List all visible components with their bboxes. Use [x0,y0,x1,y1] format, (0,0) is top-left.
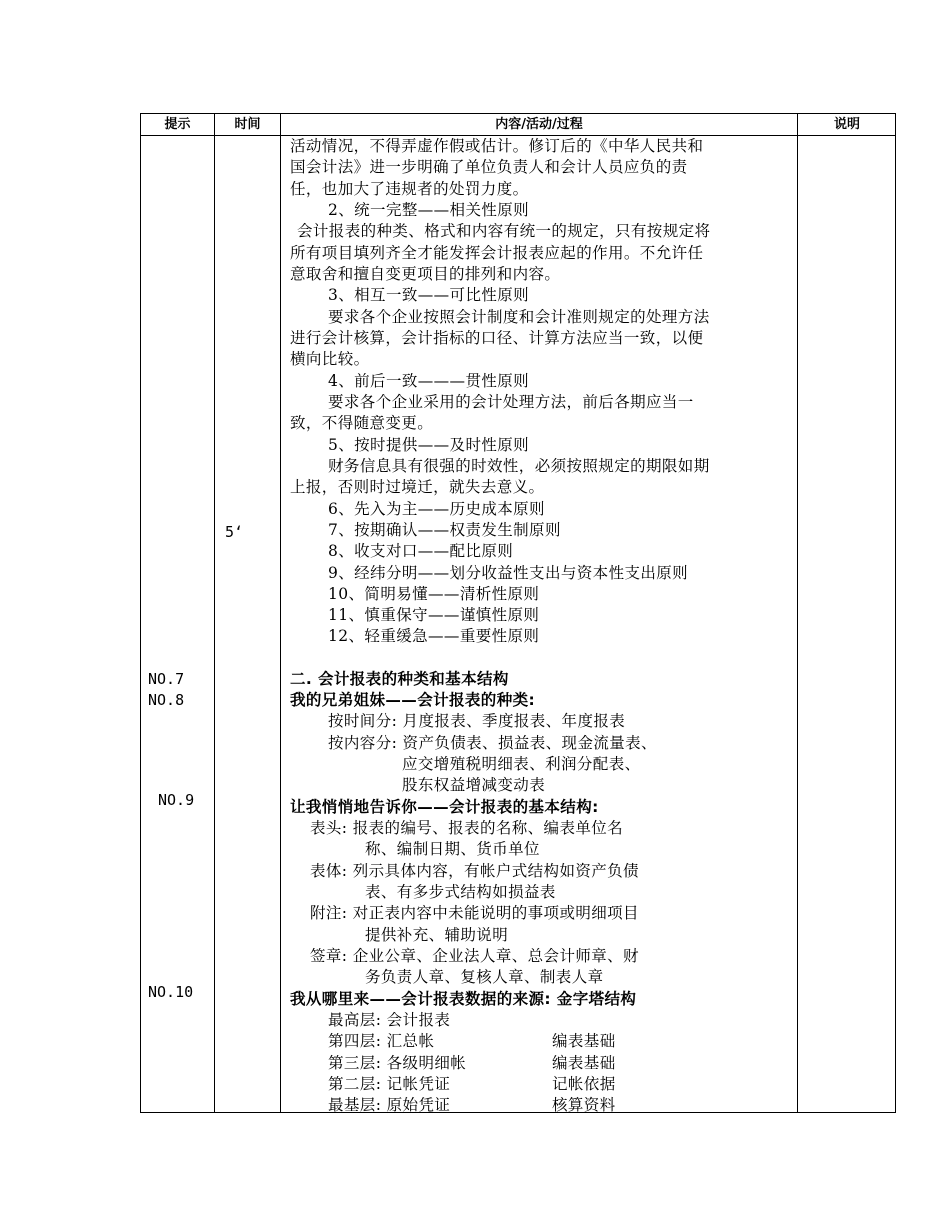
pyramid-role: 记帐依据 [552,1075,616,1093]
header-hint: 提示 [164,117,191,132]
pyramid-role: 编表基础 [552,1032,616,1050]
column-divider [280,114,281,1112]
hint-no10: NO.10 [148,983,194,1001]
principle-title: 2、统一完整——相关性原则 [328,201,530,219]
text-line: 按时间分: 月度报表、季度报表、年度报表 [328,712,626,730]
principle-item: 7、按期确认——权责发生制原则 [328,521,561,539]
principle-item: 11、慎重保守——谨慎性原则 [328,606,540,624]
text-line: 进行会计核算，会计指标的口径、计算方法应当一致，以便 [290,329,704,347]
principle-item: 12、轻重缓急——重要性原则 [328,627,540,645]
text-line: 国会计法》进一步明确了单位负责人和会计人员应负的责 [290,158,688,176]
header-note: 说明 [833,117,860,132]
subsection-heading: 让我悄悄地告诉你——会计报表的基本结构: [290,798,599,816]
principle-item: 8、收支对口——配比原则 [328,542,514,560]
subsection-heading: 我的兄弟姐妹——会计报表的种类: [290,691,536,709]
pyramid-role: 核算资料 [552,1096,616,1114]
text-line: 表、有多步式结构如损益表 [365,883,556,901]
pyramid-role: 编表基础 [552,1054,616,1072]
column-divider [214,114,215,1112]
principle-title: 4、前后一致———贯性原则 [328,372,530,390]
text-line: 任，也加大了违规者的处罚力度。 [290,180,529,198]
pyramid-level: 最高层: 会计报表 [328,1011,451,1029]
text-line: 股东权益增减变动表 [402,776,546,794]
text-line: 表体: 列示具体内容，有帐户式结构如资产负债 [310,862,639,880]
pyramid-level: 第三层: 各级明细帐 [328,1054,467,1072]
text-line: 财务信息具有很强的时效性，必须按照规定的期限如期 [328,457,710,475]
text-line: 会计报表的种类、格式和内容有统一的规定，只有按规定将 [297,222,711,240]
text-line: 致，不得随意变更。 [290,414,434,432]
text-line: 务负责人章、复核人章、制表人章 [365,968,604,986]
text-line: 附注: 对正表内容中未能说明的事项或明细项目 [310,904,639,922]
text-line: 意取舍和擅自变更项目的排列和内容。 [290,265,561,283]
hint-no9: NO.9 [158,791,195,809]
principle-item: 10、简明易懂——清析性原则 [328,585,540,603]
pyramid-level: 最基层: 原始凭证 [328,1096,451,1114]
column-divider [797,114,798,1112]
hint-no8: NO.8 [148,691,185,709]
text-line: 要求各个企业采用的会计处理方法，前后各期应当一 [328,393,694,411]
text-line: 横向比较。 [290,350,370,368]
text-line: 称、编制日期、货币单位 [365,840,540,858]
principle-item: 6、先入为主——历史成本原则 [328,500,545,518]
header-time: 时间 [234,117,261,132]
time-value: 5‘ [225,523,244,541]
text-line: 所有项目填列齐全才能发挥会计报表应起的作用。不允许任 [290,244,704,262]
subsection-heading: 我从哪里来——会计报表数据的来源: 金字塔结构 [290,990,637,1008]
pyramid-level: 第二层: 记帐凭证 [328,1075,451,1093]
principle-title: 5、按时提供——及时性原则 [328,436,530,454]
text-line: 要求各个企业按照会计制度和会计准则规定的处理方法 [328,308,710,326]
header-content: 内容/活动/过程 [495,117,583,132]
text-line: 提供补充、辅助说明 [365,926,509,944]
text-line: 签章: 企业公章、企业法人章、总会计师章、财 [310,947,639,965]
principle-title: 3、相互一致——可比性原则 [328,286,530,304]
section-heading: 二. 会计报表的种类和基本结构 [290,670,509,688]
pyramid-level: 第四层: 汇总帐 [328,1032,435,1050]
principle-item: 9、经纬分明——划分收益性支出与资本性支出原则 [328,564,689,582]
hint-no7: NO.7 [148,670,185,688]
text-line: 活动情况，不得弄虚作假或估计。修订后的《中华人民共和 [290,137,704,155]
text-line: 上报，否则时过境迁，就失去意义。 [290,478,545,496]
text-line: 按内容分: 资产负债表、损益表、现金流量表、 [328,734,657,752]
text-line: 表头: 报表的编号、报表的名称、编表单位名 [310,819,624,837]
text-line: 应交增殖税明细表、利润分配表、 [402,755,641,773]
